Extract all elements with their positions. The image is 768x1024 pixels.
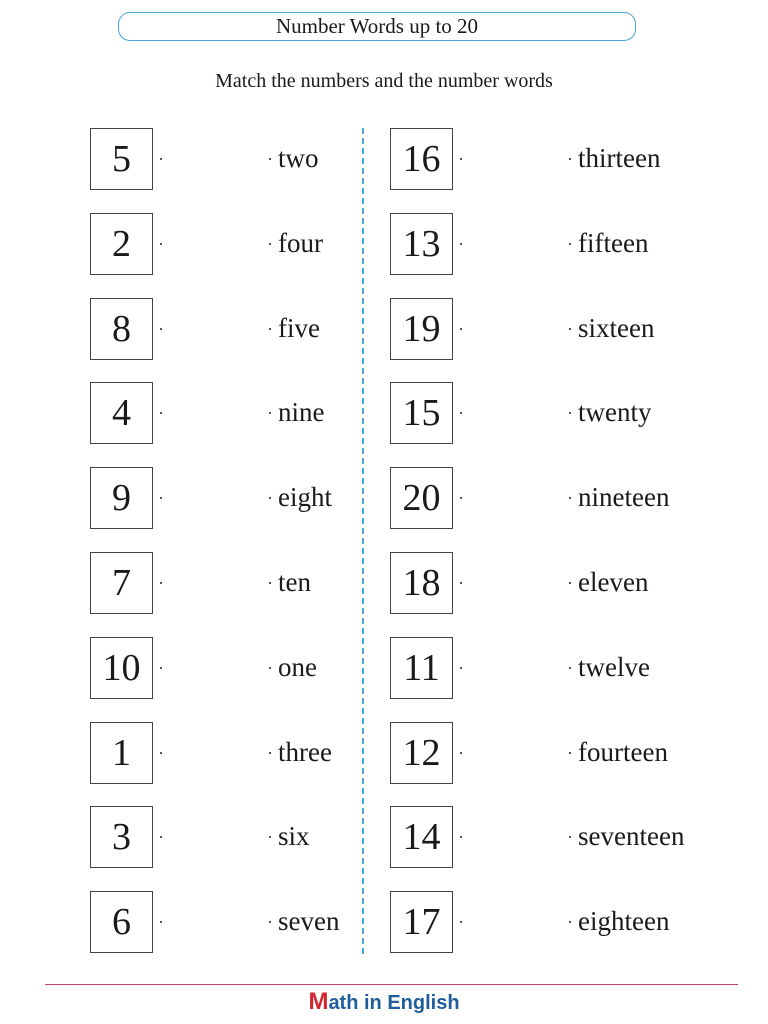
left-number-dot [160, 667, 162, 669]
right-number-box: 20 [390, 467, 453, 529]
brand-logo-text: ath in English [328, 992, 460, 1014]
worksheet-title: Number Words up to 20 [275, 14, 479, 38]
left-word-dot [269, 158, 271, 160]
right-number-word: twenty [578, 397, 652, 427]
right-number-dot [460, 328, 462, 330]
right-word-dot [569, 158, 571, 160]
left-number-dot [160, 328, 162, 330]
left-number-word: three [278, 737, 332, 767]
right-number-dot [460, 921, 462, 923]
left-number-dot [160, 752, 162, 754]
right-word-dot [569, 328, 571, 330]
left-number-box: 10 [90, 637, 153, 699]
right-number-dot [460, 667, 462, 669]
right-word-dot [569, 752, 571, 754]
right-word-dot [569, 243, 571, 245]
instructions-text: Match the numbers and the number words [215, 70, 553, 92]
left-number-word: four [278, 228, 323, 258]
left-number-box: 1 [90, 722, 153, 784]
right-number-box: 15 [390, 382, 453, 444]
right-number-dot [460, 582, 462, 584]
right-number-word: seventeen [578, 821, 685, 851]
left-word-dot [269, 582, 271, 584]
right-number-word: twelve [578, 652, 650, 682]
brand-logo [0, 988, 768, 1016]
right-number-dot [460, 836, 462, 838]
left-number-dot [160, 158, 162, 160]
right-word-dot [569, 921, 571, 923]
right-number-dot [460, 243, 462, 245]
right-number-box: 12 [390, 722, 453, 784]
left-number-dot [160, 243, 162, 245]
right-word-dot [569, 667, 571, 669]
right-number-box: 18 [390, 552, 453, 614]
right-number-box: 11 [390, 637, 453, 699]
left-word-dot [269, 921, 271, 923]
left-number-box: 4 [90, 382, 153, 444]
right-number-word: thirteen [578, 143, 661, 173]
right-number-word: sixteen [578, 313, 655, 343]
right-number-dot [460, 412, 462, 414]
right-number-box: 14 [390, 806, 453, 868]
right-number-dot [460, 158, 462, 160]
left-number-word: nine [278, 397, 325, 427]
left-number-box: 2 [90, 213, 153, 275]
right-number-word: eleven [578, 567, 649, 597]
left-number-box: 7 [90, 552, 153, 614]
left-number-box: 6 [90, 891, 153, 953]
left-number-word: ten [278, 567, 311, 597]
worksheet-title-box [118, 12, 636, 41]
left-word-dot [269, 497, 271, 499]
right-word-dot [569, 582, 571, 584]
left-number-dot [160, 582, 162, 584]
brand-logo-initial: M [308, 988, 329, 1015]
right-number-word: eighteen [578, 906, 670, 936]
left-number-box: 3 [90, 806, 153, 868]
left-number-word: seven [278, 906, 340, 936]
left-number-word: two [278, 143, 319, 173]
left-number-dot [160, 497, 162, 499]
left-number-word: one [278, 652, 317, 682]
left-number-box: 5 [90, 128, 153, 190]
left-word-dot [269, 752, 271, 754]
left-word-dot [269, 243, 271, 245]
footer-divider [45, 984, 738, 985]
left-word-dot [269, 412, 271, 414]
left-word-dot [269, 836, 271, 838]
right-number-dot [460, 497, 462, 499]
left-number-word: eight [278, 482, 332, 512]
left-number-word: six [278, 821, 310, 851]
right-word-dot [569, 836, 571, 838]
right-number-word: fifteen [578, 228, 649, 258]
left-number-dot [160, 921, 162, 923]
left-number-dot [160, 836, 162, 838]
left-word-dot [269, 328, 271, 330]
left-number-box: 8 [90, 298, 153, 360]
right-number-box: 19 [390, 298, 453, 360]
left-number-box: 9 [90, 467, 153, 529]
right-number-box: 13 [390, 213, 453, 275]
right-word-dot [569, 497, 571, 499]
right-number-word: fourteen [578, 737, 668, 767]
left-number-word: five [278, 313, 320, 343]
right-number-box: 17 [390, 891, 453, 953]
right-number-box: 16 [390, 128, 453, 190]
right-word-dot [569, 412, 571, 414]
column-divider [362, 128, 364, 954]
left-word-dot [269, 667, 271, 669]
right-number-dot [460, 752, 462, 754]
right-number-word: nineteen [578, 482, 670, 512]
left-number-dot [160, 412, 162, 414]
